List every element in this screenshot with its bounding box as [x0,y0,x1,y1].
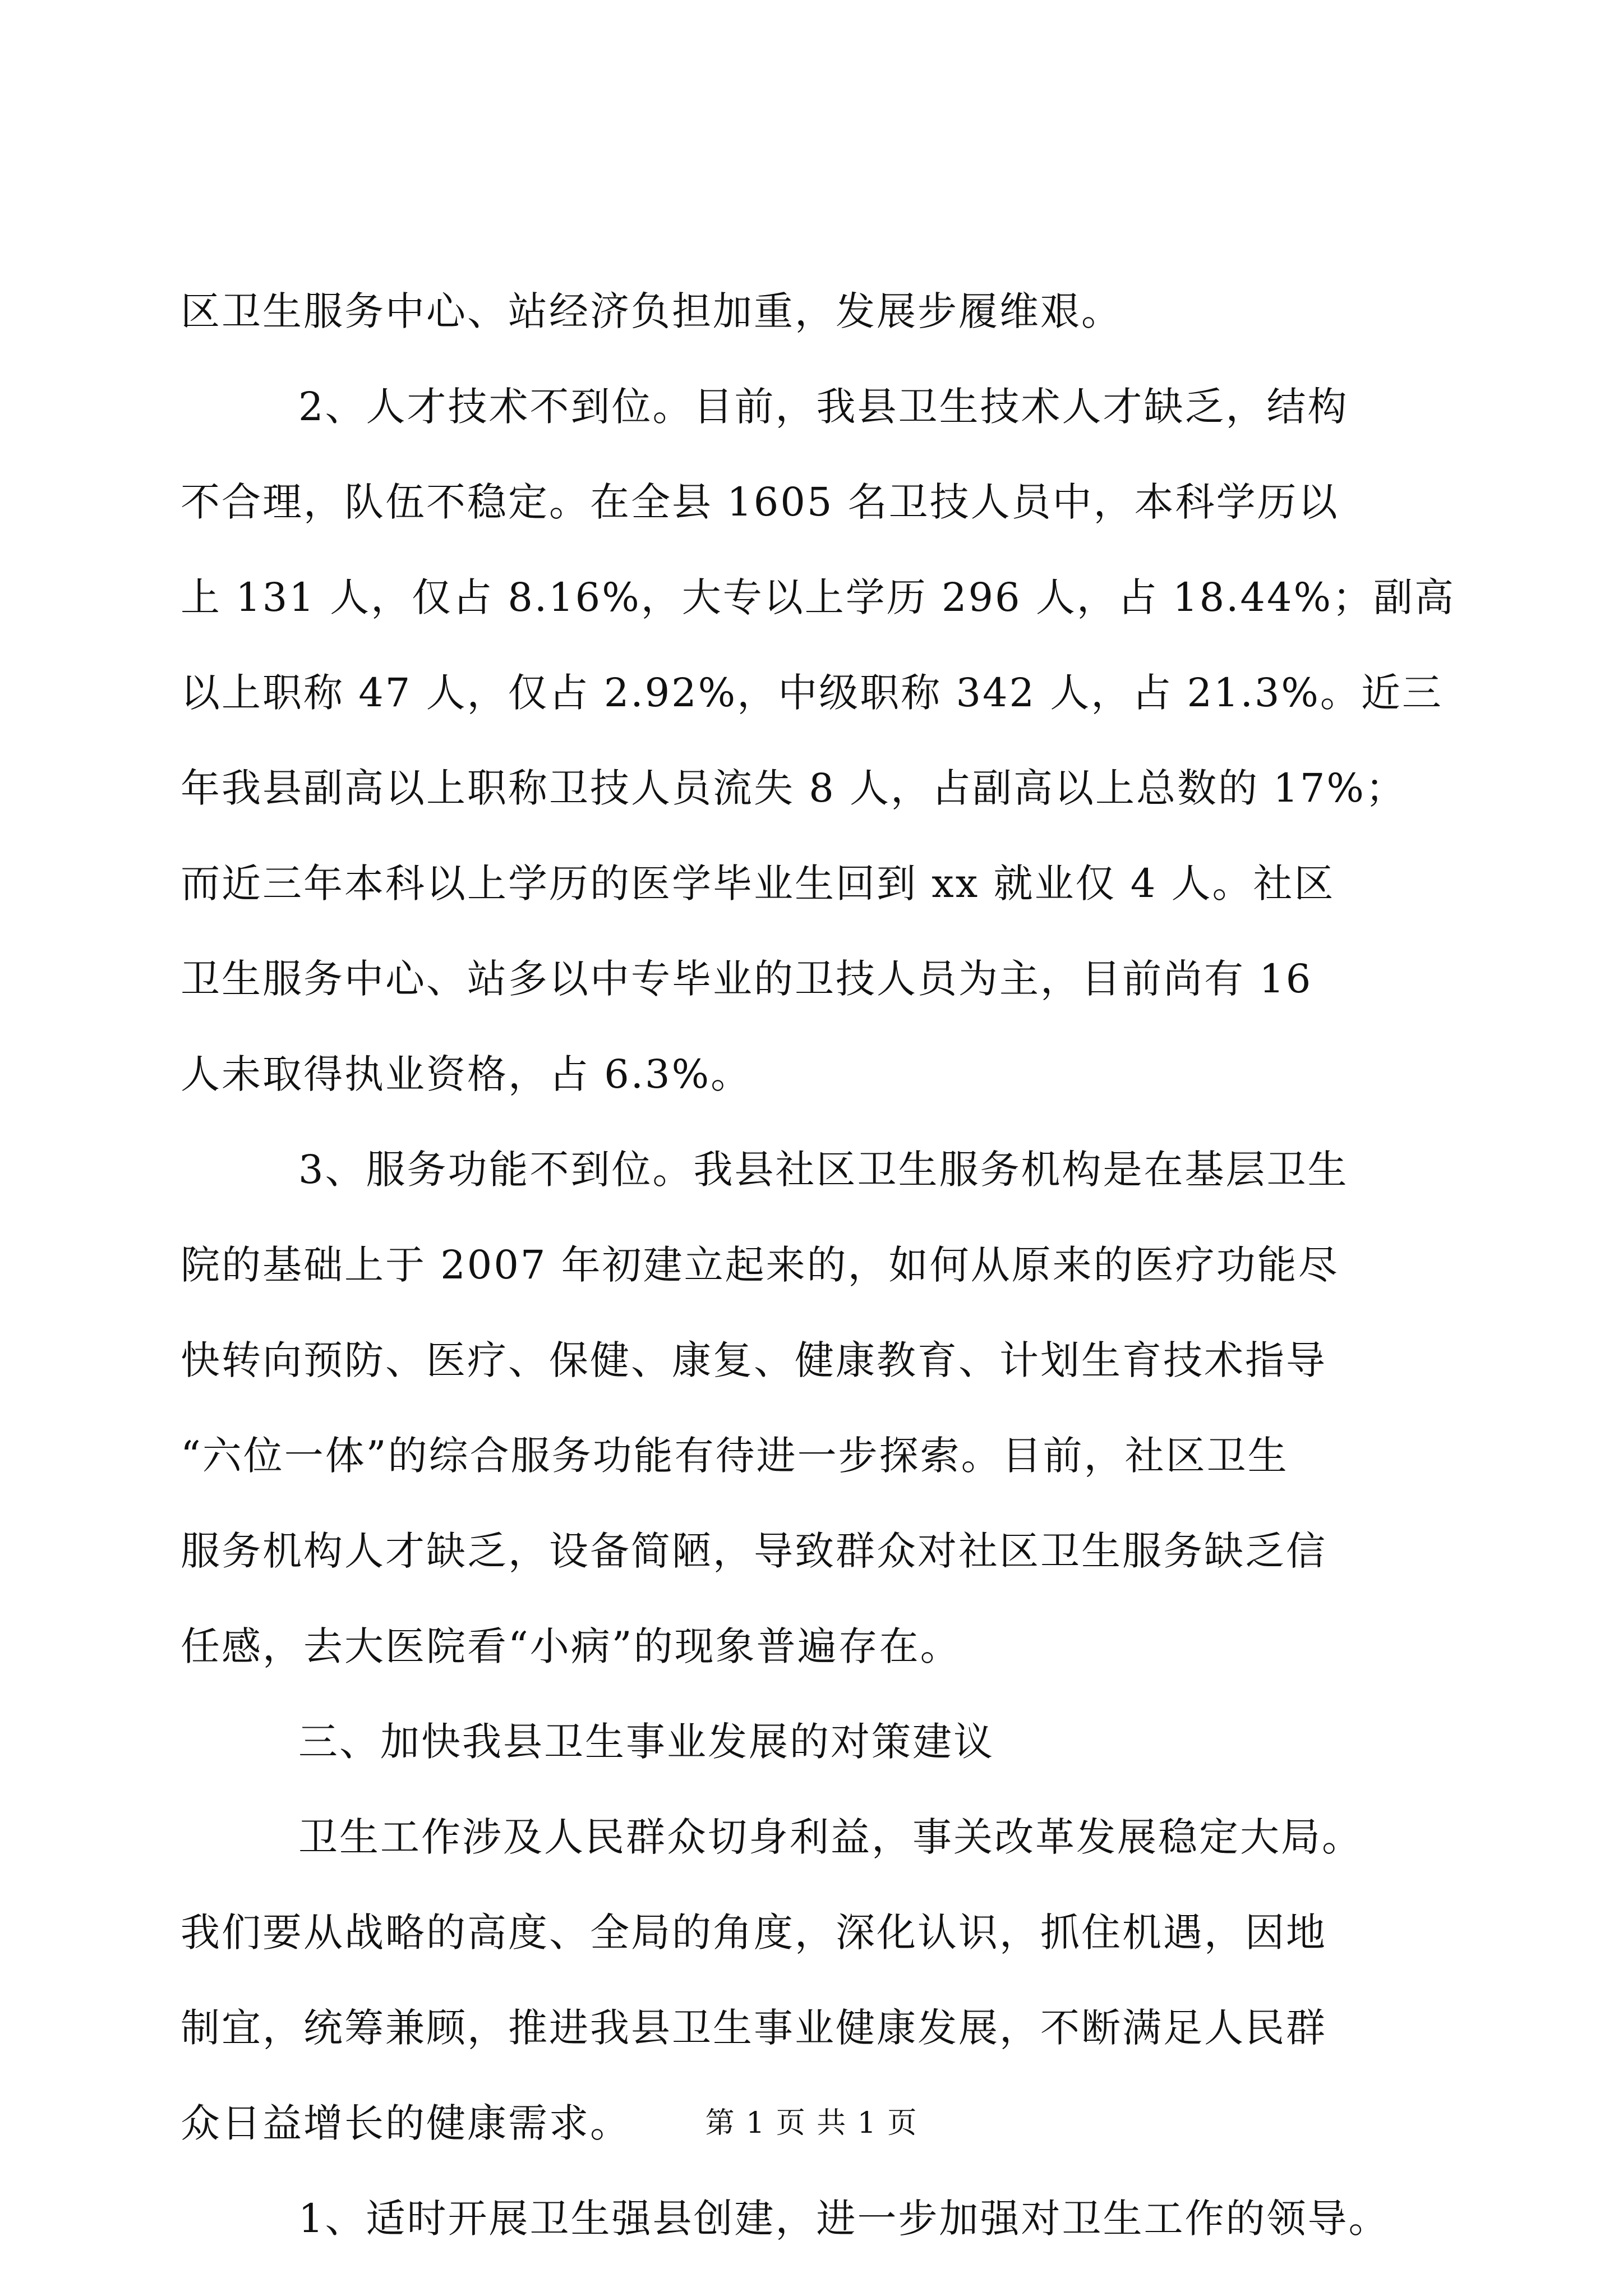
text-line: 我们要从战略的高度、全局的角度，深化认识，抓住机遇，因地 [181,1910,1327,1955]
text-line: “六位一体”的综合服务功能有待进一步探索。目前，社区卫生 [181,1433,1289,1479]
document-body [181,264,1456,2266]
paragraph-first-line: 2、人才技术不到位。目前，我县卫生技术人才缺乏，结构 [298,384,1349,430]
text-line: 而近三年本科以上学历的医学毕业生回到 xx 就业仅 4 人。社区 [181,861,1335,907]
text-line: 众日益增长的健康需求。 [181,2100,631,2146]
paragraph-first-line: 3、服务功能不到位。我县社区卫生服务机构是在基层卫生 [298,1147,1349,1193]
section-heading: 三、加快我县卫生事业发展的对策建议 [298,1719,994,1765]
text-line: 以上职称 47 人，仅占 2.92%，中级职称 342 人，占 21.3%。近三 [181,670,1443,716]
text-line: 院的基础上于 2007 年初建立起来的，如何从原来的医疗功能尽 [181,1242,1339,1288]
text-line: 制宜，统筹兼顾，推进我县卫生事业健康发展，不断满足人民群 [181,2005,1327,2051]
text-line: 区卫生服务中心、站经济负担加重，发展步履维艰。 [181,288,1122,334]
paragraph-first-line: 卫生工作涉及人民群众切身利益，事关改革发展稳定大局。 [298,1814,1363,1860]
text-line: 卫生服务中心、站多以中专毕业的卫技人员为主，目前尚有 16 [181,956,1313,1002]
paragraph-first-line: 1、适时开展卫生强县创建，进一步加强对卫生工作的领导。 [298,2196,1390,2242]
page-footer: 第 1 页 共 1 页 [705,2106,918,2140]
text-line: 不合理，队伍不稳定。在全县 1605 名卫技人员中，本科学历以 [181,479,1339,525]
text-line: 快转向预防、医疗、保健、康复、健康教育、计划生育技术指导 [181,1337,1327,1383]
text-line: 服务机构人才缺乏，设备简陋，导致群众对社区卫生服务缺乏信 [181,1528,1327,1574]
text-line: 人未取得执业资格，占 6.3%。 [181,1051,752,1097]
text-line: 年我县副高以上职称卫技人员流失 8 人，占副高以上总数的 17%； [181,765,1407,811]
text-line: 上 131 人，仅占 8.16%，大专以上学历 296 人，占 18.44%；副高 [181,574,1456,620]
text-line: 任感，去大医院看“小病”的现象普遍存在。 [181,1623,961,1669]
